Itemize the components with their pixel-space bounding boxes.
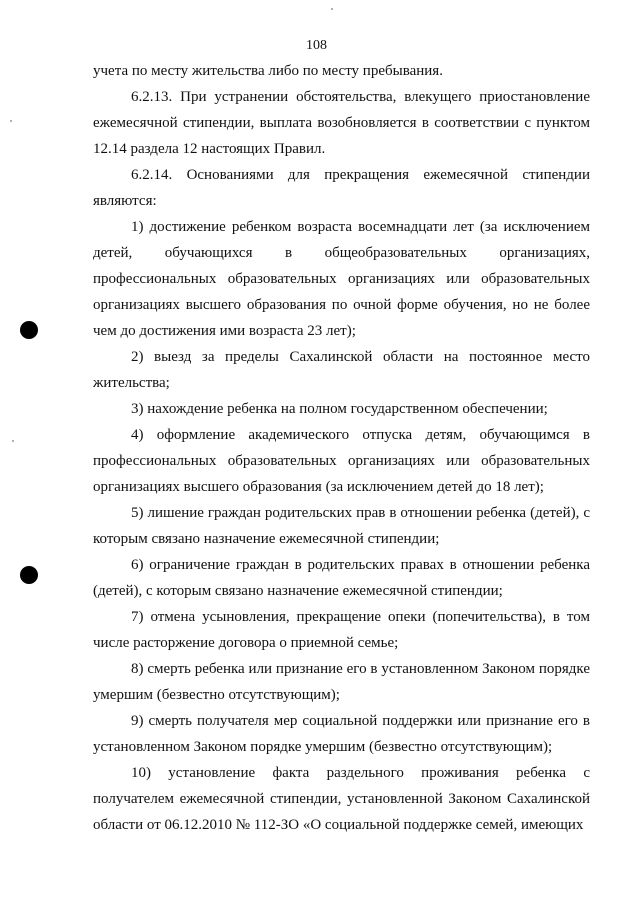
paragraph: 6.2.14. Основаниями для прекращения ежемесячной стипендии являются: xyxy=(93,167,590,209)
scan-speck xyxy=(10,120,12,122)
scan-speck xyxy=(12,440,14,442)
paragraph: 8) смерть ребенка или признание его в установленном Законом порядке умершим (безвестно отсутствующим); xyxy=(93,661,590,703)
paragraph: 5) лишение граждан родительских прав в отношении ребенка (детей), с которым связано назначение ежемесячной стипендии; xyxy=(93,505,590,547)
punch-hole-mark xyxy=(20,321,38,339)
paragraph: 3) нахождение ребенка на полном государственном обеспечении; xyxy=(131,401,548,417)
paragraph: 6.2.13. При устранении обстоятельства, влекущего приостановление ежемесячной стипендии, выплата возобновляется в соответствии с пунктом 12.14 раздела 12 настоящих Правил. xyxy=(93,89,590,157)
paragraph: 10) установление факта раздельного проживания ребенка с получателем ежемесячной стипендии, установленной Законом Сахалинской области от 06.12.2010 № 112-ЗО «О социальной поддержке семей, имеющих xyxy=(93,765,590,833)
document-body xyxy=(93,58,590,838)
punch-hole-mark xyxy=(20,566,38,584)
paragraph: 6) ограничение граждан в родительских правах в отношении ребенка (детей), с которым связано назначение ежемесячной стипендии; xyxy=(93,557,590,599)
paragraph: 2) выезд за пределы Сахалинской области на постоянное место жительства; xyxy=(93,349,590,391)
paragraph: учета по месту жительства либо по месту пребывания. xyxy=(93,63,443,79)
paragraph: 9) смерть получателя мер социальной поддержки или признание его в установленном Законом порядке умершим (безвестно отсутствующим); xyxy=(93,713,590,755)
paragraph: 1) достижение ребенком возраста восемнадцати лет (за исключением детей, обучающихся в общеобразовательных организациях, профессиональных образовательных организациях или образовательных организациях высшего образования по очной форме обучения, но не более чем до достижения ими возраста 23 лет); xyxy=(93,219,590,339)
paragraph: 4) оформление академического отпуска детям, обучающимся в профессиональных образовательных организациях или образовательных организациях высшего образования (за исключением детей до 18 лет); xyxy=(93,427,590,495)
page-number: 108 xyxy=(306,38,327,53)
scan-speck xyxy=(331,8,333,10)
paragraph: 7) отмена усыновления, прекращение опеки (попечительства), в том числе расторжение договора о приемной семье; xyxy=(93,609,590,651)
